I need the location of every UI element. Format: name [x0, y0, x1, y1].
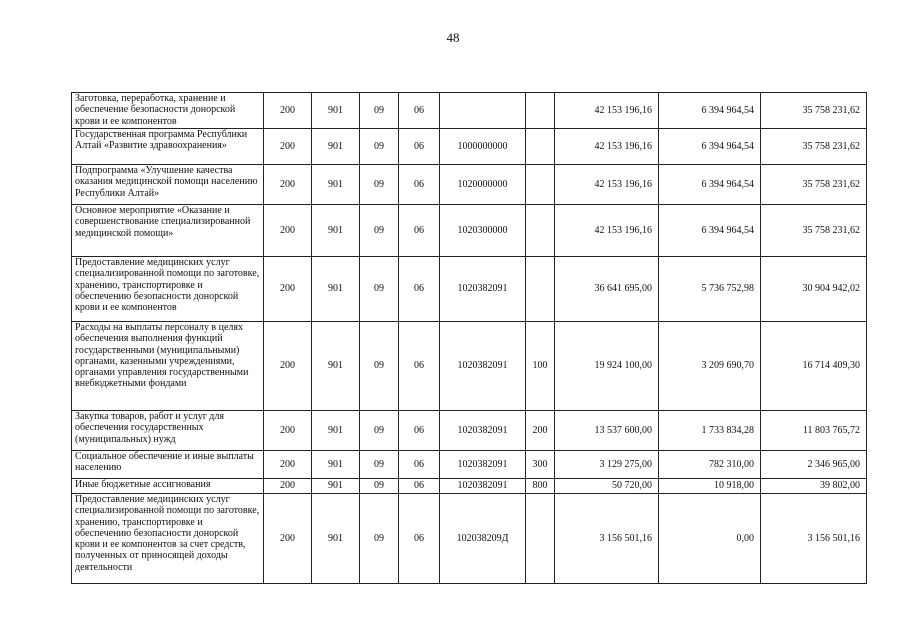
row-target: 102038209Д [440, 494, 526, 584]
row-target: 1020000000 [440, 165, 526, 205]
table-row [72, 494, 867, 584]
table-row [72, 129, 867, 165]
row-subsection: 06 [399, 451, 440, 479]
table-row [72, 411, 867, 451]
row-sum1: 42 153 196,16 [555, 205, 659, 257]
row-sum1: 19 924 100,00 [555, 322, 659, 411]
row-sum3: 3 156 501,16 [761, 494, 867, 584]
row-sum1: 13 537 600,00 [555, 411, 659, 451]
row-section: 09 [360, 411, 399, 451]
row-sum2: 782 310,00 [659, 451, 761, 479]
row-subsection: 06 [399, 479, 440, 494]
row-sum2: 0,00 [659, 494, 761, 584]
row-subsection: 06 [399, 205, 440, 257]
row-type: 800 [526, 479, 555, 494]
row-sum2: 6 394 964,54 [659, 165, 761, 205]
row-name: Социальное обеспечение и иные выплаты населению [72, 451, 264, 479]
row-code2: 901 [312, 451, 360, 479]
row-name: Государственная программа Республики Алтай «Развитие здравоохранения» [72, 129, 264, 165]
table-row [72, 257, 867, 322]
row-section: 09 [360, 479, 399, 494]
row-sum3: 2 346 965,00 [761, 451, 867, 479]
table-row [72, 479, 867, 494]
row-code1: 200 [264, 165, 312, 205]
row-sum3: 11 803 765,72 [761, 411, 867, 451]
row-section: 09 [360, 322, 399, 411]
row-sum2: 3 209 690,70 [659, 322, 761, 411]
row-sum3: 35 758 231,62 [761, 165, 867, 205]
row-code1: 200 [264, 205, 312, 257]
row-name: Иные бюджетные ассигнования [72, 479, 264, 494]
row-code2: 901 [312, 93, 360, 129]
row-type [526, 129, 555, 165]
budget-table [71, 92, 867, 584]
row-target: 1020382091 [440, 411, 526, 451]
row-target: 1020382091 [440, 479, 526, 494]
row-sum3: 35 758 231,62 [761, 129, 867, 165]
row-target: 1020382091 [440, 451, 526, 479]
row-section: 09 [360, 451, 399, 479]
row-code2: 901 [312, 257, 360, 322]
page-number: 48 [446, 30, 460, 45]
row-code2: 901 [312, 205, 360, 257]
row-sum2: 6 394 964,54 [659, 129, 761, 165]
row-section: 09 [360, 129, 399, 165]
row-name: Подпрограмма «Улучшение качества оказания медицинской помощи населению Республики Алтай» [72, 165, 264, 205]
row-name: Предоставление медицинских услуг специализированной помощи по заготовке, хранению, транспортировке и обеспечению безопасности донорской крови и ее компонентов [72, 257, 264, 322]
row-sum2: 5 736 752,98 [659, 257, 761, 322]
row-subsection: 06 [399, 257, 440, 322]
table-row [72, 322, 867, 411]
row-subsection: 06 [399, 93, 440, 129]
row-subsection: 06 [399, 165, 440, 205]
row-target: 1020382091 [440, 322, 526, 411]
row-code1: 200 [264, 93, 312, 129]
row-name: Заготовка, переработка, хранение и обеспечение безопасности донорской крови и ее компонентов [72, 93, 264, 129]
row-code1: 200 [264, 494, 312, 584]
row-subsection: 06 [399, 129, 440, 165]
row-code2: 901 [312, 479, 360, 494]
row-name: Закупка товаров, работ и услуг для обеспечения государственных (муниципальных) нужд [72, 411, 264, 451]
row-type [526, 165, 555, 205]
table-row [72, 451, 867, 479]
row-sum3: 16 714 409,30 [761, 322, 867, 411]
row-code1: 200 [264, 411, 312, 451]
table-row [72, 93, 867, 129]
row-sum3: 35 758 231,62 [761, 205, 867, 257]
row-sum1: 36 641 695,00 [555, 257, 659, 322]
row-section: 09 [360, 165, 399, 205]
row-name: Основное мероприятие «Оказание и совершенствование специализированной медицинской помощи» [72, 205, 264, 257]
table-row [72, 165, 867, 205]
row-name: Предоставление медицинских услуг специализированной помощи по заготовке, хранению, транспортировке и обеспечению безопасности донорской крови и ее компонентов за счет средств, полученных от приносящей доходы деятельности [72, 494, 264, 584]
row-sum2: 10 918,00 [659, 479, 761, 494]
row-code1: 200 [264, 129, 312, 165]
row-code2: 901 [312, 165, 360, 205]
row-section: 09 [360, 494, 399, 584]
row-code1: 200 [264, 451, 312, 479]
row-type [526, 205, 555, 257]
row-sum1: 3 129 275,00 [555, 451, 659, 479]
row-sum2: 6 394 964,54 [659, 93, 761, 129]
row-sum3: 30 904 942,02 [761, 257, 867, 322]
row-sum2: 1 733 834,28 [659, 411, 761, 451]
row-sum1: 42 153 196,16 [555, 165, 659, 205]
row-sum1: 42 153 196,16 [555, 129, 659, 165]
row-type [526, 494, 555, 584]
row-target: 1020382091 [440, 257, 526, 322]
row-code2: 901 [312, 411, 360, 451]
row-sum1: 3 156 501,16 [555, 494, 659, 584]
row-section: 09 [360, 205, 399, 257]
row-type: 100 [526, 322, 555, 411]
row-code1: 200 [264, 322, 312, 411]
row-section: 09 [360, 257, 399, 322]
row-sum1: 42 153 196,16 [555, 93, 659, 129]
row-type [526, 257, 555, 322]
row-code2: 901 [312, 129, 360, 165]
row-section: 09 [360, 93, 399, 129]
row-subsection: 06 [399, 494, 440, 584]
row-code2: 901 [312, 494, 360, 584]
row-target: 1020300000 [440, 205, 526, 257]
row-sum3: 39 802,00 [761, 479, 867, 494]
row-name: Расходы на выплаты персоналу в целях обеспечения выполнения функций государственными (муниципальными) органами, казенными учреждениями, органами управления государственными внебюджетными фондами [72, 322, 264, 411]
row-subsection: 06 [399, 322, 440, 411]
row-sum2: 6 394 964,54 [659, 205, 761, 257]
row-code2: 901 [312, 322, 360, 411]
table-row [72, 205, 867, 257]
row-sum1: 50 720,00 [555, 479, 659, 494]
row-code1: 200 [264, 479, 312, 494]
row-type [526, 93, 555, 129]
row-code1: 200 [264, 257, 312, 322]
row-subsection: 06 [399, 411, 440, 451]
row-type: 200 [526, 411, 555, 451]
row-target [440, 93, 526, 129]
row-sum3: 35 758 231,62 [761, 93, 867, 129]
row-target: 1000000000 [440, 129, 526, 165]
row-type: 300 [526, 451, 555, 479]
